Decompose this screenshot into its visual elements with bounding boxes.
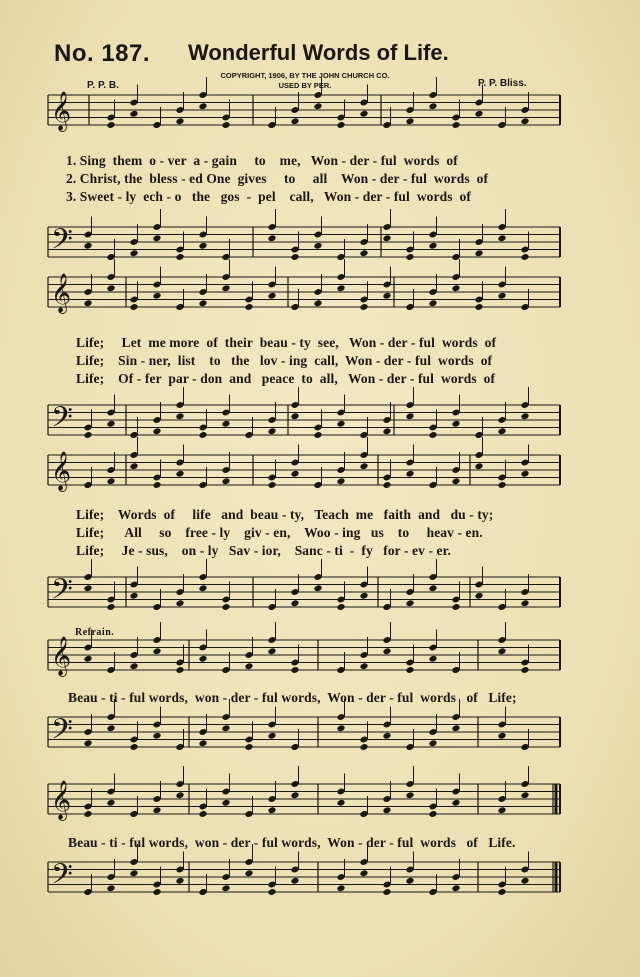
note-head xyxy=(152,732,161,740)
note-head xyxy=(83,431,92,439)
system-2-verse-2: Life; Sin - ner, list to the lov - ing call, Won - der - ful words of xyxy=(76,353,493,368)
note-head xyxy=(221,284,230,292)
note-head xyxy=(83,299,92,307)
note-head xyxy=(198,299,207,307)
note-head xyxy=(152,888,161,896)
note-head xyxy=(175,791,184,799)
note-head xyxy=(129,249,138,257)
note-head xyxy=(313,242,322,250)
note-head xyxy=(359,110,368,118)
system-3-verse-1: Life; Words of life and beau - ty, Teach me faith and du - ty; xyxy=(76,507,494,522)
note-head xyxy=(497,292,506,300)
note-head xyxy=(405,253,414,261)
note-head xyxy=(106,284,115,292)
note-head xyxy=(221,724,230,732)
note-head xyxy=(221,603,230,611)
note-head xyxy=(428,431,437,439)
note-head xyxy=(382,806,391,814)
note-head xyxy=(405,666,414,674)
note-head xyxy=(451,724,460,732)
system-3-verse-2: Life; All so free - ly giv - en, Woo - ing us to heav - en. xyxy=(76,525,483,540)
note-head xyxy=(244,662,253,670)
note-head xyxy=(451,284,460,292)
note-head xyxy=(336,420,345,428)
note-head xyxy=(290,599,299,607)
note-head xyxy=(520,253,529,261)
note-head xyxy=(129,462,138,470)
note-head xyxy=(428,655,437,663)
note-head xyxy=(382,292,391,300)
note-head xyxy=(520,791,529,799)
note-head xyxy=(451,799,460,807)
note-head xyxy=(175,599,184,607)
note-head xyxy=(152,292,161,300)
note-head xyxy=(267,732,276,740)
note-head xyxy=(221,884,230,892)
note-head xyxy=(152,481,161,489)
bass-clef: 𝄢 xyxy=(51,858,73,898)
lyricist-credit: P. P. B. xyxy=(87,80,119,91)
note-head xyxy=(313,431,322,439)
refrain-line-1: Beau - ti - ful words, won - der - ful words, Won - der - ful words of Life; xyxy=(68,690,517,705)
note-head xyxy=(221,477,230,485)
note-head xyxy=(474,592,483,600)
refrain-label: Refrain. xyxy=(75,627,115,638)
system-1-verse-2: 2. Christ, the bless - ed One gives to all Won - der - ful words of xyxy=(66,171,489,186)
note-head xyxy=(106,799,115,807)
note-head xyxy=(152,647,161,655)
note-head xyxy=(198,584,207,592)
note-head xyxy=(382,732,391,740)
note-head xyxy=(382,427,391,435)
note-head xyxy=(198,655,207,663)
note-head xyxy=(474,303,483,311)
bass-clef: 𝄢 xyxy=(51,573,73,613)
note-head xyxy=(336,284,345,292)
note-head xyxy=(83,584,92,592)
note-head xyxy=(359,249,368,257)
note-head xyxy=(382,888,391,896)
note-head xyxy=(497,481,506,489)
note-head xyxy=(129,303,138,311)
note-head xyxy=(497,647,506,655)
composer-credit: P. P. Bliss. xyxy=(478,78,527,89)
note-head xyxy=(152,806,161,814)
note-head xyxy=(129,743,138,751)
refrain-line-2: Beau - ti - ful words, won - der - ful words, Won - der - ful words of Life. xyxy=(68,835,516,850)
note-head xyxy=(428,584,437,592)
note-head xyxy=(290,877,299,885)
copyright-line: COPYRIGHT, 1906, BY THE JOHN CHURCH CO. xyxy=(220,71,390,80)
note-head xyxy=(290,412,299,420)
note-head xyxy=(198,431,207,439)
note-head xyxy=(152,234,161,242)
note-head xyxy=(359,592,368,600)
treble-clef: 𝄞 xyxy=(51,636,72,676)
note-head xyxy=(428,810,437,818)
note-head xyxy=(451,121,460,129)
system-3-verse-3: Life; Je - sus, on - ly Sav - ior, Sanc - ti - fy for - ev - er. xyxy=(76,543,451,558)
note-head xyxy=(290,253,299,261)
note-head xyxy=(359,869,368,877)
bass-clef: 𝄢 xyxy=(51,713,73,753)
note-head xyxy=(83,810,92,818)
hymn-title: Wonderful Words of Life. xyxy=(188,40,449,65)
note-head xyxy=(221,121,230,129)
note-head xyxy=(267,647,276,655)
note-head xyxy=(129,869,138,877)
note-head xyxy=(267,427,276,435)
note-head xyxy=(175,877,184,885)
note-head xyxy=(313,584,322,592)
note-head xyxy=(336,477,345,485)
note-head xyxy=(83,242,92,250)
note-head xyxy=(106,603,115,611)
note-head xyxy=(382,647,391,655)
system-1-verse-3: 3. Sweet - ly ech - o the gos - pel call, Won - der - ful words of xyxy=(66,189,471,204)
note-head xyxy=(175,666,184,674)
note-head xyxy=(520,877,529,885)
note-head xyxy=(428,242,437,250)
note-head xyxy=(129,662,138,670)
note-head xyxy=(290,117,299,125)
note-head xyxy=(198,810,207,818)
note-head xyxy=(382,481,391,489)
note-head xyxy=(267,234,276,242)
bass-clef: 𝄢 xyxy=(51,223,73,263)
note-head xyxy=(497,427,506,435)
system-2-verse-1: Life; Let me more of their beau - ty see, Won - der - ful words of xyxy=(76,335,497,350)
note-head xyxy=(106,477,115,485)
note-head xyxy=(290,791,299,799)
system-1-verse-1: 1. Sing them o - ver a - gain to me, Won - der - ful words of xyxy=(66,153,458,168)
note-head xyxy=(474,249,483,257)
note-head xyxy=(106,884,115,892)
treble-clef: 𝄞 xyxy=(51,91,72,131)
note-head xyxy=(267,481,276,489)
note-head xyxy=(152,427,161,435)
note-head xyxy=(290,666,299,674)
note-head xyxy=(290,470,299,478)
note-head xyxy=(175,470,184,478)
note-head xyxy=(474,110,483,118)
note-head xyxy=(336,121,345,129)
note-head xyxy=(405,791,414,799)
note-head xyxy=(267,888,276,896)
note-head xyxy=(244,869,253,877)
note-head xyxy=(497,234,506,242)
note-head xyxy=(382,234,391,242)
note-head xyxy=(106,121,115,129)
note-head xyxy=(451,477,460,485)
note-head xyxy=(129,110,138,118)
hymn-number: No. 187. xyxy=(54,40,151,67)
treble-clef: 𝄞 xyxy=(51,451,72,491)
note-head xyxy=(198,242,207,250)
note-head xyxy=(175,412,184,420)
note-head xyxy=(106,420,115,428)
note-head xyxy=(405,412,414,420)
note-head xyxy=(83,655,92,663)
note-head xyxy=(359,743,368,751)
treble-clef: 𝄞 xyxy=(51,273,72,313)
note-head xyxy=(428,739,437,747)
note-head xyxy=(244,743,253,751)
note-head xyxy=(106,724,115,732)
note-head xyxy=(336,603,345,611)
note-head xyxy=(244,303,253,311)
note-head xyxy=(221,420,230,428)
note-head xyxy=(267,806,276,814)
note-head xyxy=(129,592,138,600)
note-head xyxy=(497,732,506,740)
system-2-verse-3: Life; Of - fer par - don and peace to all, Won - der - ful words of xyxy=(76,371,496,386)
note-head xyxy=(520,666,529,674)
note-head xyxy=(359,462,368,470)
note-head xyxy=(451,884,460,892)
note-head xyxy=(497,888,506,896)
note-head xyxy=(451,420,460,428)
note-head xyxy=(359,662,368,670)
note-head xyxy=(267,292,276,300)
note-head xyxy=(451,603,460,611)
note-head xyxy=(405,117,414,125)
note-head xyxy=(198,102,207,110)
note-head xyxy=(359,303,368,311)
note-head xyxy=(198,739,207,747)
note-head xyxy=(405,877,414,885)
note-head xyxy=(428,102,437,110)
note-head xyxy=(428,299,437,307)
note-head xyxy=(520,470,529,478)
note-head xyxy=(83,739,92,747)
note-head xyxy=(405,470,414,478)
note-head xyxy=(313,299,322,307)
note-head xyxy=(474,462,483,470)
note-head xyxy=(520,599,529,607)
treble-clef: 𝄞 xyxy=(51,780,72,820)
note-head xyxy=(336,799,345,807)
usage-line: USED BY PER. xyxy=(278,81,332,90)
note-head xyxy=(405,599,414,607)
note-head xyxy=(221,799,230,807)
note-head xyxy=(313,102,322,110)
note-head xyxy=(175,117,184,125)
bass-clef: 𝄢 xyxy=(51,401,73,441)
note-head xyxy=(497,806,506,814)
note-head xyxy=(175,253,184,261)
note-head xyxy=(520,412,529,420)
note-head xyxy=(520,117,529,125)
note-head xyxy=(336,724,345,732)
note-head xyxy=(336,884,345,892)
